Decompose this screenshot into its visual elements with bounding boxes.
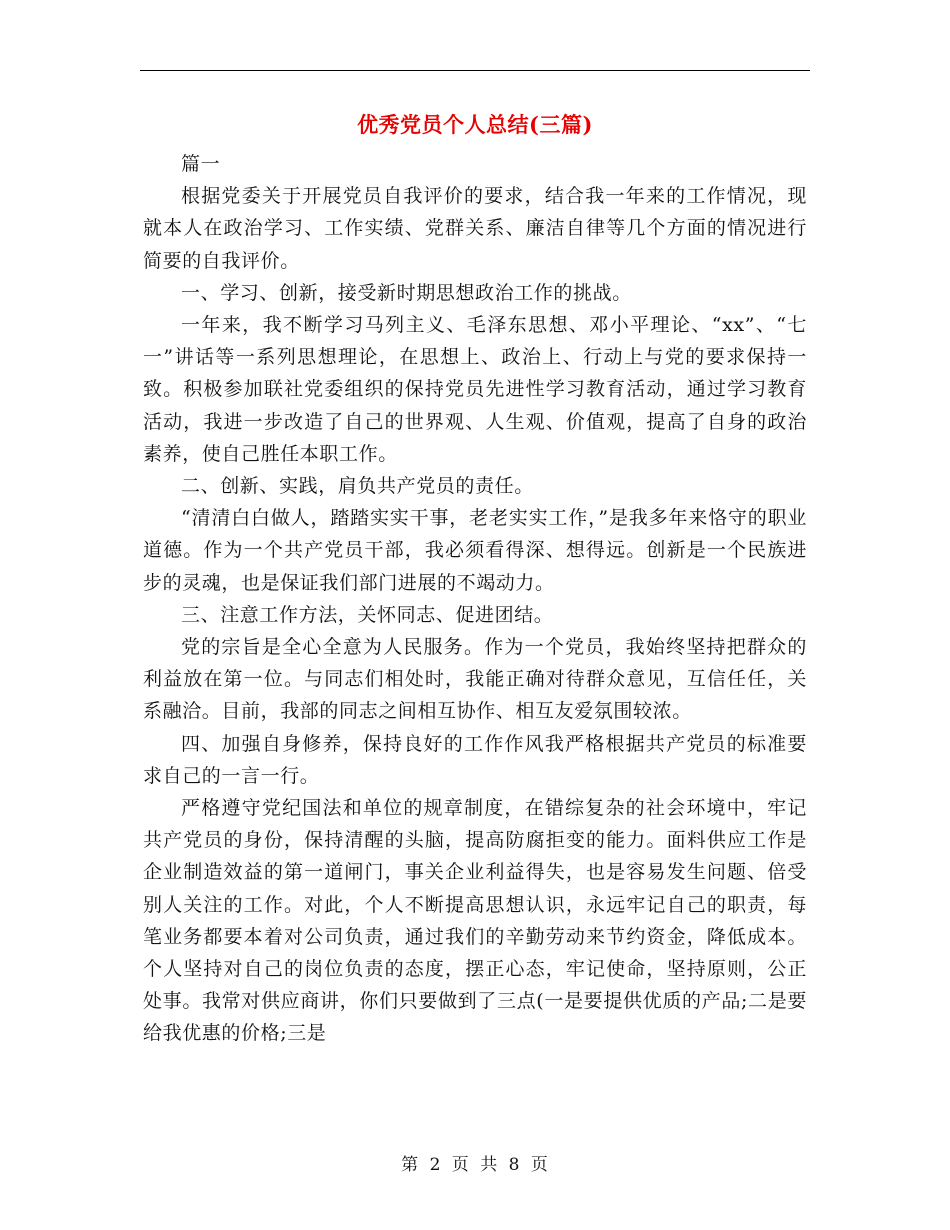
body-paragraph: 根据党委关于开展党员自我评价的要求，结合我一年来的工作情况，现就本人在政治学习、工作实绩、党群关系、廉洁自律等几个方面的情况进行简要的自我评价。 (143, 185, 807, 272)
section-heading: 四、加强自身修养，保持良好的工作作风我严格根据共产党员的标准要求自己的一言一行。 (143, 732, 807, 787)
document-title: 优秀党员个人总结(三篇) (357, 112, 593, 137)
body-paragraph: 严格遵守党纪国法和单位的规章制度，在错综复杂的社会环境中，牢记共产党员的身份，保持清醒的头脑，提高防腐拒变的能力。面料供应工作是企业制造效益的第一道闸门，事关企业利益得失，也是容易发生问题、倍受别人关注的工作。对此，个人不断提高思想认识，永远牢记自己的职责，每笔业务都要本着对公司负责，通过我们的辛勤劳动来节约资金，降低成本。个人坚持对自己的岗位负责的态度，摆正心态，牢记使命，坚持原则，公正处事。我常对供应商讲，你们只要做到了三点(一是要提供优质的产品;二是要给我优惠的价格;三是 (143, 797, 807, 1045)
page-number: 第 2 页 共 8 页 (401, 1155, 549, 1175)
header-rule (140, 70, 810, 71)
document-body (143, 148, 807, 1050)
body-paragraph: “清清白白做人，踏踏实实干事，老老实实工作，”是我多年来恪守的职业道德。作为一个共产党员干部，我必须看得深、想得远。创新是一个民族进步的灵魂，也是保证我们部门进展的不竭动力。 (143, 507, 807, 594)
body-paragraph: 一年来，我不断学习马列主义、毛泽东思想、邓小平理论、“xx”、“七一”讲话等一系列思想理论，在思想上、政治上、行动上与党的要求保持一致。积极参加联社党委组织的保持党员先进性学习教育活动，通过学习教育活动，我进一步改造了自己的世界观、人生观、价值观，提高了自身的政治素养，使自己胜任本职工作。 (143, 314, 807, 465)
section-heading: 二、创新、实践，肩负共产党员的责任。 (181, 475, 534, 498)
section-heading: 一、学习、创新，接受新时期思想政治工作的挑战。 (181, 281, 632, 304)
section-heading-part-one: 篇一 (181, 153, 221, 175)
body-paragraph: 党的宗旨是全心全意为人民服务。作为一个党员，我始终坚持把群众的利益放在第一位。与同志们相处时，我能正确对待群众意见，互信任任，关系融洽。目前，我部的同志之间相互协作、相互友爱氛围较浓。 (143, 636, 807, 723)
section-heading: 三、注意工作方法，关怀同志、促进团结。 (181, 603, 554, 626)
